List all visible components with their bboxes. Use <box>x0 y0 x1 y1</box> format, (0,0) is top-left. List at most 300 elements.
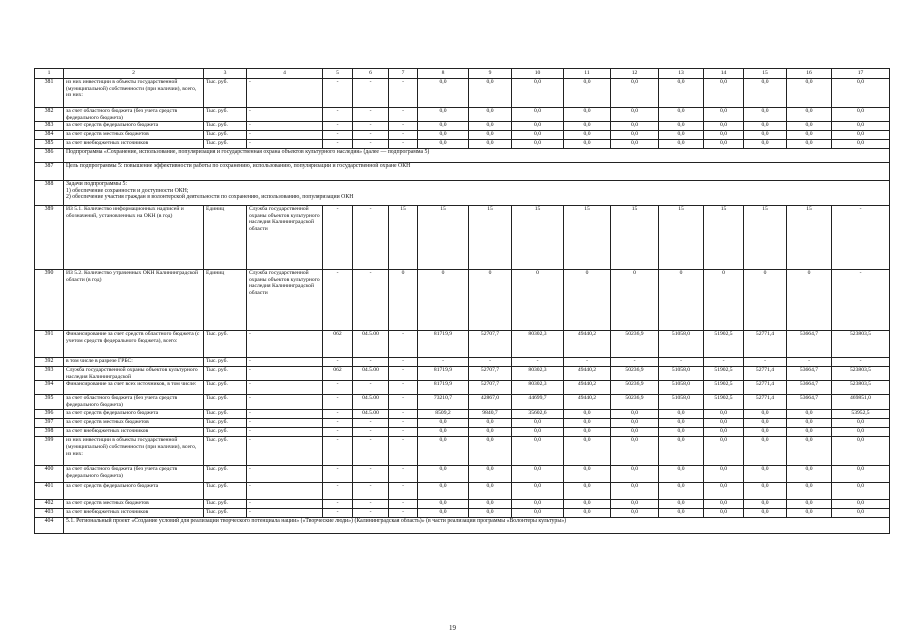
value-cell: 0,0 <box>787 509 832 518</box>
value-cell: - <box>353 437 389 466</box>
value-cell: 81719,9 <box>418 367 469 381</box>
value-cell: 0,0 <box>832 500 890 509</box>
responsible-cell: - <box>247 410 323 419</box>
value-cell: 49440,2 <box>564 331 611 358</box>
value-cell: 0 <box>704 270 744 331</box>
value-cell: - <box>353 428 389 437</box>
value-cell: 0,0 <box>418 122 469 131</box>
responsible-cell: - <box>247 331 323 358</box>
value-cell: 51902,5 <box>704 367 744 381</box>
value-cell: - <box>704 358 744 367</box>
header-cell: 5 <box>323 69 353 79</box>
value-cell: 0,0 <box>659 122 704 131</box>
value-cell: 0,0 <box>418 108 469 122</box>
value-cell: 523803,5 <box>832 367 890 381</box>
responsible-cell: - <box>247 395 323 410</box>
value-cell: 15 <box>469 206 512 270</box>
header-cell: 11 <box>564 69 611 79</box>
value-cell: 0 <box>659 270 704 331</box>
table-row <box>35 331 890 358</box>
value-cell: 80302,3 <box>512 367 564 381</box>
value-cell: 0,0 <box>832 509 890 518</box>
value-cell: - <box>389 131 418 140</box>
document-page <box>34 68 889 534</box>
value-cell: - <box>469 358 512 367</box>
value-cell: 73210,7 <box>418 395 469 410</box>
table-row <box>35 108 890 122</box>
row-number-cell: 387 <box>35 163 64 181</box>
value-cell: - <box>389 410 418 419</box>
value-cell: 0,0 <box>659 108 704 122</box>
value-cell: 0,0 <box>744 500 787 509</box>
value-cell: 44699,7 <box>512 395 564 410</box>
value-cell: 53664,7 <box>787 381 832 395</box>
responsible-cell: - <box>247 79 323 108</box>
value-cell: 0,0 <box>659 419 704 428</box>
value-cell: - <box>353 358 389 367</box>
responsible-cell: - <box>247 381 323 395</box>
row-number-cell: 393 <box>35 367 64 381</box>
row-number-cell: 400 <box>35 466 64 483</box>
value-cell: - <box>389 358 418 367</box>
value-cell: 15 <box>389 206 418 270</box>
table-row <box>35 163 890 181</box>
value-cell: 0,0 <box>744 428 787 437</box>
indicator-name-cell: Финансирование за счет средств областного бюджета (с учетом средств федерального бюджета), всего: <box>64 331 204 358</box>
value-cell: 0,0 <box>832 140 890 149</box>
value-cell: 0,0 <box>564 428 611 437</box>
value-cell: 0,0 <box>659 140 704 149</box>
indicator-name-cell: за счет средств федерального бюджета <box>64 122 204 131</box>
value-cell: - <box>787 358 832 367</box>
value-cell: 0,0 <box>744 79 787 108</box>
value-cell: - <box>323 466 353 483</box>
value-cell: 0,0 <box>418 140 469 149</box>
value-cell: 52707,7 <box>469 381 512 395</box>
value-cell: 52771,4 <box>744 367 787 381</box>
value-cell: 0,0 <box>469 79 512 108</box>
value-cell: - <box>323 206 353 270</box>
value-cell: 0,0 <box>564 108 611 122</box>
unit-cell: Тыс. руб. <box>204 79 247 108</box>
value-cell: 51902,5 <box>704 381 744 395</box>
indicator-name-cell: ИЗ 5.1. Количество информационных надписей и обозначений, установленных на ОКН (в год) <box>64 206 204 270</box>
table-row <box>35 181 890 206</box>
value-cell: 0,0 <box>832 466 890 483</box>
value-cell: 50236,9 <box>611 395 659 410</box>
row-number-cell: 382 <box>35 108 64 122</box>
value-cell: 0 <box>611 270 659 331</box>
value-cell: 0,0 <box>787 122 832 131</box>
value-cell: 52771,4 <box>744 395 787 410</box>
value-cell: 0,0 <box>787 410 832 419</box>
value-cell: 0,0 <box>611 410 659 419</box>
value-cell: 0,0 <box>564 500 611 509</box>
value-cell: - <box>353 500 389 509</box>
unit-cell: Тыс. руб. <box>204 108 247 122</box>
value-cell: 04.5.00 <box>353 410 389 419</box>
value-cell: 0,0 <box>469 437 512 466</box>
responsible-cell: - <box>247 131 323 140</box>
row-number-cell: 399 <box>35 437 64 466</box>
value-cell: - <box>353 509 389 518</box>
row-number-cell: 394 <box>35 381 64 395</box>
value-cell: - <box>353 419 389 428</box>
unit-cell: Единиц <box>204 270 247 331</box>
value-cell: 062 <box>323 331 353 358</box>
value-cell: 0,0 <box>564 140 611 149</box>
row-number-cell: 388 <box>35 181 64 206</box>
indicator-name-cell: за счет средств местных бюджетов <box>64 419 204 428</box>
responsible-cell: - <box>247 358 323 367</box>
indicator-name-cell: из них инвестиции в объекты государственной (муниципальной) собственности (при наличии), всего, из них: <box>64 437 204 466</box>
value-cell: 0,0 <box>832 437 890 466</box>
row-number-cell: 391 <box>35 331 64 358</box>
value-cell: 0,0 <box>659 131 704 140</box>
value-cell: 0,0 <box>611 437 659 466</box>
value-cell: 50236,9 <box>611 381 659 395</box>
value-cell: 0,0 <box>787 437 832 466</box>
value-cell: 0,0 <box>787 140 832 149</box>
value-cell: 0,0 <box>469 108 512 122</box>
value-cell: 53664,7 <box>787 367 832 381</box>
value-cell: - <box>389 437 418 466</box>
value-cell: 0,0 <box>744 466 787 483</box>
value-cell: 0,0 <box>512 131 564 140</box>
row-number-cell: 401 <box>35 483 64 500</box>
value-cell: - <box>323 108 353 122</box>
value-cell: - <box>389 395 418 410</box>
row-number-cell: 395 <box>35 395 64 410</box>
value-cell: 0,0 <box>787 131 832 140</box>
page-number: 19 <box>449 624 456 632</box>
value-cell: - <box>389 331 418 358</box>
value-cell: 0,0 <box>832 108 890 122</box>
value-cell: - <box>353 466 389 483</box>
value-cell: - <box>389 483 418 500</box>
value-cell: 0,0 <box>659 437 704 466</box>
value-cell: - <box>389 509 418 518</box>
responsible-cell: - <box>247 466 323 483</box>
value-cell: - <box>323 131 353 140</box>
unit-cell: Единиц <box>204 206 247 270</box>
value-cell: 52707,7 <box>469 367 512 381</box>
value-cell: 0,0 <box>704 131 744 140</box>
header-cell: 12 <box>611 69 659 79</box>
value-cell: - <box>564 358 611 367</box>
value-cell: 0,0 <box>564 79 611 108</box>
value-cell: - <box>323 395 353 410</box>
value-cell: - <box>353 381 389 395</box>
table-row <box>35 395 890 410</box>
value-cell: 52771,4 <box>744 331 787 358</box>
value-cell: 81719,9 <box>418 331 469 358</box>
row-number-cell: 390 <box>35 270 64 331</box>
unit-cell: Тыс. руб. <box>204 437 247 466</box>
value-cell: - <box>323 483 353 500</box>
value-cell: 0,0 <box>744 437 787 466</box>
value-cell: 0,0 <box>564 466 611 483</box>
value-cell: 0,0 <box>469 428 512 437</box>
indicator-name-cell: за счет средств местных бюджетов <box>64 131 204 140</box>
value-cell: 52771,4 <box>744 381 787 395</box>
value-cell: 0,0 <box>611 122 659 131</box>
value-cell: - <box>389 140 418 149</box>
table-row <box>35 140 890 149</box>
value-cell: 0,0 <box>611 140 659 149</box>
unit-cell: Тыс. руб. <box>204 395 247 410</box>
value-cell: - <box>323 410 353 419</box>
value-cell: 0,0 <box>469 122 512 131</box>
indicator-name-cell: за счет областного бюджета (без учета средств федерального бюджета) <box>64 108 204 122</box>
section-heading-cell: 5.1. Региональный проект «Создание условий для реализации творческого потенциала нации» («Творческие люди») (Калининградская область)» (в части реализации программы «Волонтеры культуры») <box>64 518 890 534</box>
responsible-cell: - <box>247 500 323 509</box>
table-row <box>35 428 890 437</box>
value-cell: 0,0 <box>659 79 704 108</box>
table-row <box>35 270 890 331</box>
value-cell: 0,0 <box>832 483 890 500</box>
responsible-cell: - <box>247 367 323 381</box>
table-row <box>35 500 890 509</box>
row-number-cell: 386 <box>35 149 64 163</box>
value-cell: 0 <box>787 270 832 331</box>
value-cell: 0,0 <box>744 410 787 419</box>
value-cell: 53664,7 <box>787 395 832 410</box>
value-cell: 0,0 <box>787 419 832 428</box>
value-cell: - <box>323 122 353 131</box>
value-cell: 0,0 <box>832 122 890 131</box>
value-cell: 0,0 <box>704 79 744 108</box>
row-number-cell: 383 <box>35 122 64 131</box>
unit-cell: Тыс. руб. <box>204 428 247 437</box>
header-cell: 8 <box>418 69 469 79</box>
program-table <box>34 68 890 534</box>
header-cell: 4 <box>247 69 323 79</box>
value-cell: 0,0 <box>512 419 564 428</box>
row-number-cell: 396 <box>35 410 64 419</box>
value-cell: 0,0 <box>512 437 564 466</box>
table-row <box>35 410 890 419</box>
value-cell: 0,0 <box>418 437 469 466</box>
unit-cell: Тыс. руб. <box>204 122 247 131</box>
responsible-cell: Служба государственной охраны объектов культурного наследия Калининградской области <box>247 270 323 331</box>
value-cell: - <box>353 108 389 122</box>
header-cell: 10 <box>512 69 564 79</box>
responsible-cell: - <box>247 509 323 518</box>
row-number-cell: 389 <box>35 206 64 270</box>
value-cell: 15 <box>659 206 704 270</box>
table-body <box>35 79 890 534</box>
value-cell: - <box>512 358 564 367</box>
value-cell: 0,0 <box>512 500 564 509</box>
value-cell: - <box>353 79 389 108</box>
row-number-cell: 402 <box>35 500 64 509</box>
header-cell: 13 <box>659 69 704 79</box>
value-cell: 04.5.00 <box>353 331 389 358</box>
value-cell: - <box>353 122 389 131</box>
table-row <box>35 437 890 466</box>
value-cell: 51902,5 <box>704 395 744 410</box>
unit-cell: Тыс. руб. <box>204 367 247 381</box>
value-cell: 80302,3 <box>512 381 564 395</box>
value-cell: 0,0 <box>469 509 512 518</box>
value-cell: 0,0 <box>512 466 564 483</box>
value-cell: 0,0 <box>832 79 890 108</box>
value-cell: 0,0 <box>512 140 564 149</box>
value-cell: 0,0 <box>832 428 890 437</box>
responsible-cell: - <box>247 108 323 122</box>
value-cell: - <box>389 381 418 395</box>
value-cell: 0,0 <box>611 79 659 108</box>
value-cell: 0,0 <box>611 131 659 140</box>
value-cell: 0,0 <box>418 419 469 428</box>
value-cell: 15 <box>418 206 469 270</box>
indicator-name-cell: за счет областного бюджета (без учета средств федерального бюджета) <box>64 466 204 483</box>
value-cell: 0,0 <box>787 466 832 483</box>
value-cell: 0,0 <box>744 122 787 131</box>
value-cell: 0,0 <box>564 509 611 518</box>
value-cell: 0,0 <box>787 428 832 437</box>
value-cell: 9840,7 <box>469 410 512 419</box>
value-cell: 0,0 <box>659 500 704 509</box>
section-heading-cell: Подпрограмма «Сохранение, использование, популяризация и государственная охрана объектов культурного наследия» (далее — подпрограмма 5) <box>64 149 890 163</box>
value-cell: 0,0 <box>704 466 744 483</box>
value-cell: - <box>323 79 353 108</box>
unit-cell: Тыс. руб. <box>204 509 247 518</box>
value-cell: 15 <box>744 206 787 270</box>
value-cell: - <box>323 358 353 367</box>
value-cell: 0,0 <box>611 466 659 483</box>
table-row <box>35 483 890 500</box>
table-row <box>35 149 890 163</box>
value-cell: 0,0 <box>512 122 564 131</box>
value-cell: 0,0 <box>611 419 659 428</box>
value-cell: 51902,5 <box>704 331 744 358</box>
value-cell: - <box>611 358 659 367</box>
value-cell: - <box>832 358 890 367</box>
value-cell: 42867,0 <box>469 395 512 410</box>
row-number-cell: 403 <box>35 509 64 518</box>
responsible-cell: - <box>247 437 323 466</box>
table-row <box>35 381 890 395</box>
value-cell: - <box>353 206 389 270</box>
unit-cell: Тыс. руб. <box>204 331 247 358</box>
responsible-cell: - <box>247 428 323 437</box>
table-row <box>35 518 890 534</box>
table-row <box>35 206 890 270</box>
value-cell: 0,0 <box>704 410 744 419</box>
value-cell: 0,0 <box>744 483 787 500</box>
table-row <box>35 131 890 140</box>
value-cell: - <box>389 79 418 108</box>
value-cell: 0,0 <box>787 108 832 122</box>
value-cell: - <box>323 509 353 518</box>
value-cell: 0,0 <box>832 419 890 428</box>
indicator-name-cell: за счет внебюджетных источников <box>64 140 204 149</box>
header-cell: 15 <box>744 69 787 79</box>
value-cell: 0 <box>564 270 611 331</box>
value-cell: 49440,2 <box>564 367 611 381</box>
value-cell: 0,0 <box>704 428 744 437</box>
row-number-cell: 385 <box>35 140 64 149</box>
value-cell: - <box>323 500 353 509</box>
value-cell: 0,0 <box>832 131 890 140</box>
value-cell: 51058,0 <box>659 331 704 358</box>
value-cell: 0,0 <box>704 500 744 509</box>
value-cell: 0,0 <box>564 419 611 428</box>
value-cell: - <box>353 270 389 331</box>
indicator-name-cell: за счет внебюджетных источников <box>64 428 204 437</box>
value-cell: 0,0 <box>787 79 832 108</box>
value-cell: - <box>659 358 704 367</box>
unit-cell: Тыс. руб. <box>204 500 247 509</box>
indicator-name-cell: за счет областного бюджета (без учета средств федерального бюджета) <box>64 395 204 410</box>
indicator-name-cell: ИЗ 5.2. Количество утраченных ОКН Калининградской области (в год) <box>64 270 204 331</box>
value-cell: 0,0 <box>704 483 744 500</box>
value-cell: 0,0 <box>659 509 704 518</box>
value-cell: - <box>323 140 353 149</box>
value-cell: 51058,0 <box>659 381 704 395</box>
responsible-cell: - <box>247 140 323 149</box>
row-number-cell: 384 <box>35 131 64 140</box>
value-cell: 0,0 <box>418 131 469 140</box>
header-cell: 14 <box>704 69 744 79</box>
value-cell: 0,0 <box>744 140 787 149</box>
value-cell: 0,0 <box>744 131 787 140</box>
value-cell: - <box>389 108 418 122</box>
unit-cell: Тыс. руб. <box>204 131 247 140</box>
value-cell: 0,0 <box>611 483 659 500</box>
value-cell: - <box>389 122 418 131</box>
value-cell: 0,0 <box>611 108 659 122</box>
value-cell: 0,0 <box>611 509 659 518</box>
row-number-cell: 392 <box>35 358 64 367</box>
value-cell: 0,0 <box>512 509 564 518</box>
value-cell: 51058,0 <box>659 367 704 381</box>
value-cell: 0,0 <box>418 79 469 108</box>
unit-cell: Тыс. руб. <box>204 358 247 367</box>
value-cell: 50236,9 <box>611 331 659 358</box>
indicator-name-cell: в том числе в разрезе ГРБС: <box>64 358 204 367</box>
unit-cell: Тыс. руб. <box>204 410 247 419</box>
unit-cell: Тыс. руб. <box>204 381 247 395</box>
indicator-name-cell: из них инвестиции в объекты государственной (муниципальной) собственности (при наличии), всего, из них: <box>64 79 204 108</box>
value-cell: 0 <box>744 270 787 331</box>
value-cell: 0,0 <box>469 500 512 509</box>
value-cell: - <box>744 358 787 367</box>
value-cell: 04.5.00 <box>353 395 389 410</box>
value-cell: 15 <box>512 206 564 270</box>
header-cell: 16 <box>787 69 832 79</box>
value-cell: 15 <box>564 206 611 270</box>
value-cell: 8509,2 <box>418 410 469 419</box>
value-cell: - <box>323 428 353 437</box>
row-number-cell: 397 <box>35 419 64 428</box>
value-cell: 0,0 <box>744 509 787 518</box>
value-cell: 0 <box>469 270 512 331</box>
header-cell: 1 <box>35 69 64 79</box>
value-cell: 0,0 <box>659 466 704 483</box>
value-cell: 04.5.00 <box>353 367 389 381</box>
value-cell: 0,0 <box>418 466 469 483</box>
value-cell: 81719,9 <box>418 381 469 395</box>
unit-cell: Тыс. руб. <box>204 419 247 428</box>
value-cell: 0,0 <box>611 500 659 509</box>
value-cell: - <box>353 140 389 149</box>
value-cell: 0,0 <box>704 108 744 122</box>
header-cell: 6 <box>353 69 389 79</box>
value-cell: 0,0 <box>418 483 469 500</box>
